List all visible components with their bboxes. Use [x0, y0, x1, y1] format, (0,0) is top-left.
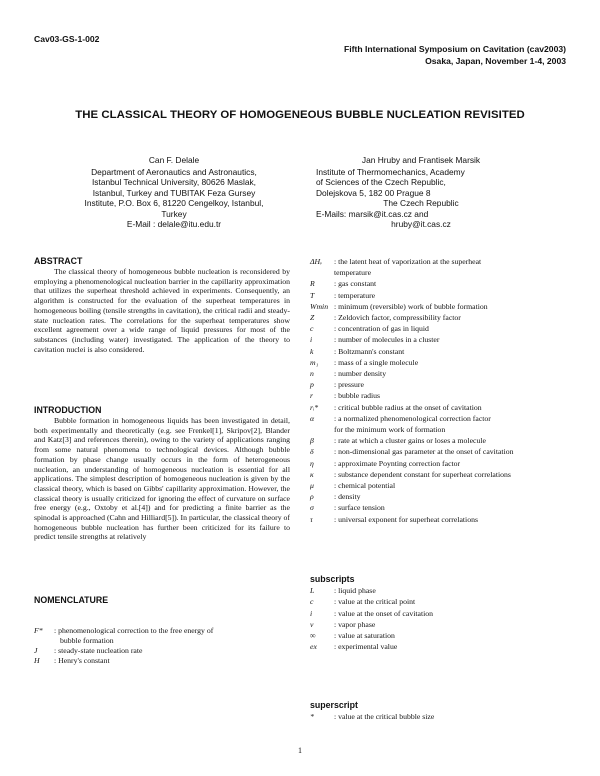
symbol: m₁: [310, 357, 319, 367]
symbol-item: [310, 514, 572, 525]
symbol-desc: : number of molecules in a cluster: [334, 335, 440, 345]
symbol-item: [310, 435, 572, 446]
superscript-section: [310, 700, 572, 722]
symbol: μ: [310, 481, 314, 491]
nomenclature-item: [34, 646, 290, 656]
symbol-item: [310, 641, 572, 652]
abstract-section: [34, 256, 290, 354]
symbol-desc: : critical bubble radius at the onset of cavitation: [334, 402, 482, 412]
symbol-item: [310, 596, 572, 607]
symbol-item: [310, 458, 572, 469]
symbol: κ: [310, 469, 314, 479]
conference-line-1: Fifth International Symposium on Cavitation (cav2003): [343, 44, 566, 54]
nomenclature-section: [34, 595, 290, 666]
symbol-item: [310, 256, 572, 267]
symbol-desc: : substance dependent constant for superheat correlations: [334, 469, 511, 479]
symbol-desc: : pressure: [334, 380, 364, 390]
author-block-left: [58, 155, 290, 230]
symbol: rᵢ*: [310, 402, 319, 412]
symbol: ex: [310, 642, 317, 652]
symbol-item: [310, 619, 572, 630]
symbol-item: [310, 390, 572, 401]
symbol: ΔHᵥ: [310, 257, 323, 266]
symbol: L: [310, 586, 315, 596]
nomenclature-desc: : Henry's constant: [54, 656, 110, 665]
abstract-heading: ABSTRACT: [34, 256, 83, 266]
affiliation-line: The Czech Republic: [383, 198, 459, 208]
symbol-item: [310, 357, 572, 368]
symbol: R: [310, 279, 315, 289]
symbol-item: [310, 413, 572, 424]
symbol-desc: : non-dimensional gas parameter at the onset of cavitation: [334, 447, 514, 457]
symbol-desc: : mass of a single molecule: [334, 357, 419, 367]
nomenclature-right: [310, 256, 572, 525]
introduction-section: [34, 405, 290, 542]
symbol-item: [310, 446, 572, 457]
symbol-item: [310, 608, 572, 619]
author-block-right: [316, 155, 526, 230]
nomenclature-symbol: J: [34, 646, 38, 655]
conference-header: [344, 44, 566, 67]
symbol-desc: : vapor phase: [334, 619, 376, 629]
symbol: ρ: [310, 492, 314, 502]
symbol-item: [310, 502, 572, 513]
symbol-desc: : value at the critical point: [334, 597, 416, 607]
nomenclature-item: [34, 656, 290, 666]
symbol: η: [310, 458, 314, 468]
affiliation-line: Dolejskova 5, 182 00 Prague 8: [316, 187, 431, 198]
symbol-desc: : value at saturation: [334, 631, 395, 641]
affiliation-line: Institute, P.O. Box 6, 81220 Cengelkoy, Istanbul,: [84, 198, 264, 208]
affiliation-line: of Sciences of the Czech Republic,: [316, 177, 446, 187]
symbol: Wmin: [310, 301, 329, 311]
symbol-desc: : gas constant: [334, 279, 377, 289]
symbol-item: [310, 480, 572, 491]
symbol-desc: : rate at which a cluster gains or loses a molecule: [334, 436, 486, 446]
symbol: v: [310, 619, 314, 629]
symbol-item: [310, 290, 572, 301]
symbol-desc: : density: [334, 492, 361, 502]
symbol-desc: : concentration of gas in liquid: [334, 324, 429, 334]
superscript-heading: superscript: [310, 700, 358, 710]
symbol-item: [310, 711, 572, 722]
symbol-desc: : number density: [334, 369, 387, 379]
symbol-item: [310, 323, 572, 334]
symbol: c: [310, 597, 314, 607]
symbol-desc: : the latent heat of vaporization at the superheat: [334, 257, 482, 266]
symbol-desc: : chemical potential: [334, 481, 396, 491]
symbol: p: [310, 380, 314, 390]
nomenclature-desc: : phenomenological correction to the free energy of: [54, 626, 214, 635]
author-name: Can F. Delale: [148, 155, 200, 165]
symbol-desc: : bubble radius: [334, 391, 381, 401]
symbol-desc: : minimum (reversible) work of bubble formation: [334, 301, 488, 311]
nomenclature-desc: : steady-state nucleation rate: [54, 646, 143, 655]
symbol: i: [310, 335, 313, 345]
symbol: ∞: [310, 631, 316, 641]
symbol-item: [310, 469, 572, 480]
conference-line-2: Osaka, Japan, November 1-4, 2003: [425, 55, 566, 66]
symbol-desc-cont: for the minimum work of formation: [334, 425, 446, 435]
symbol: k: [310, 346, 314, 356]
nomenclature-symbol: F*: [34, 626, 43, 635]
subscripts-section: [310, 574, 572, 652]
author-email: E-Mail : delale@itu.edu.tr: [126, 219, 222, 229]
affiliation-line: Institute of Thermomechanics, Academy: [316, 166, 465, 177]
affiliation-line: Istanbul, Turkey and TUBITAK Feza Gursey: [92, 187, 256, 198]
symbol: α: [310, 413, 315, 423]
symbol-item: [310, 402, 572, 413]
symbol-item: [310, 346, 572, 357]
symbol: σ: [310, 503, 314, 513]
author-email: E-Mails: marsik@it.cas.cz and: [316, 208, 429, 219]
symbol-item: [310, 585, 572, 596]
affiliation-line: Department of Aeronautics and Astronautics,: [91, 166, 257, 177]
introduction-heading: INTRODUCTION: [34, 405, 102, 415]
paper-id: Cav03-GS-1-002: [34, 34, 100, 44]
affiliation-line: Istanbul Technical University, 80626 Maslak,: [91, 177, 256, 187]
nomenclature-symbol: H: [34, 656, 40, 665]
symbol-desc: : Zeldovich factor, compressibility factor: [334, 313, 461, 323]
symbol-desc: : a normalized phenomenological correction factor: [334, 413, 491, 423]
symbol-desc: : surface tension: [334, 503, 385, 513]
symbol-item: [310, 278, 572, 289]
symbol-item: [310, 312, 572, 323]
symbol-desc: : experimental value: [334, 642, 398, 652]
symbol-desc: : value at the onset of cavitation: [334, 608, 433, 618]
paper-title: THE CLASSICAL THEORY OF HOMOGENEOUS BUBBLE NUCLEATION REVISITED: [75, 109, 525, 121]
subscripts-heading: subscripts: [310, 574, 355, 584]
symbol-desc: : Boltzmann's constant: [334, 346, 405, 356]
symbol: i: [310, 608, 313, 618]
abstract-text: The classical theory of homogeneous bubble nucleation is reconsidered by employing a phenomenological nucleation barrier in the capillarity approximation that utilizes the superheat threshold achieved in experiments. Consequently, an algorithm is constructed for the evaluation of the superheat temperatures in homogeneous boiling (tensile strengths in cavitation), the critical radii and steady-state nucleation rates. The correlations for the superheat temperatures show excellent agreement over a wide range of liquid pressures for most of the substances (including water) investigated. The application of the theory to cavitation nuclei is also considered.: [34, 267, 290, 354]
symbol: τ: [310, 514, 313, 524]
nomenclature-item: [34, 626, 290, 636]
symbol-item: [310, 301, 572, 312]
symbol: c: [310, 324, 314, 334]
symbol: β: [310, 436, 314, 446]
symbol-item: [310, 379, 572, 390]
symbol-desc: : liquid phase: [334, 586, 376, 596]
nomenclature-heading: NOMENCLATURE: [34, 595, 109, 605]
symbol-item: [310, 630, 572, 641]
symbol: δ: [310, 447, 314, 457]
symbol-item: [310, 491, 572, 502]
nomenclature-desc-cont: bubble formation: [60, 636, 114, 645]
affiliation-line: Turkey: [161, 208, 187, 219]
symbol: T: [310, 290, 315, 300]
page-number: 1: [298, 746, 302, 755]
author-name: Jan Hruby and Frantisek Marsik: [361, 155, 481, 165]
symbol-desc-cont: temperature: [334, 268, 372, 278]
symbol: n: [310, 369, 314, 379]
symbol: Z: [310, 313, 315, 323]
symbol-desc: : value at the critical bubble size: [334, 712, 435, 722]
author-email: hruby@it.cas.cz: [391, 219, 451, 229]
symbol-desc: : temperature: [334, 290, 376, 300]
symbol-desc: : approximate Poynting correction factor: [334, 458, 461, 468]
symbol-item: [310, 334, 572, 345]
symbol: *: [310, 712, 314, 722]
symbol-item: [310, 368, 572, 379]
symbol-desc: : universal exponent for superheat correlations: [334, 514, 478, 524]
introduction-text: Bubble formation in homogeneous liquids has been investigated in detail, both experimentally and theoretically (e.g. see Frenkel[1], Skripov[2], Blander and Katz[3] and references therein), owing to the variety of applications ranging from some natural phenomena to technological devices. Although bubble formation by phase change usually occurs in the form of heterogeneous nucleation, an understanding of homogeneous nucleation is essential for all applications. The simplest description of homogeneous nucleation is given by the classical theory, which is based on Gibbs' capillarity approximation. However, the classical theory is usually criticized for ignoring the effect of curvature on surface free energy (e.g., Oxtoby et al.[4]) and for predicting a finite barrier as the spinodal is approached (Cahn and Hilliard[5]). In particular, the classical theory of homogeneous bubble nucleation has further been criticized for its failure to predict tensile strengths at relatively: [34, 416, 290, 542]
symbol: r: [310, 391, 314, 401]
